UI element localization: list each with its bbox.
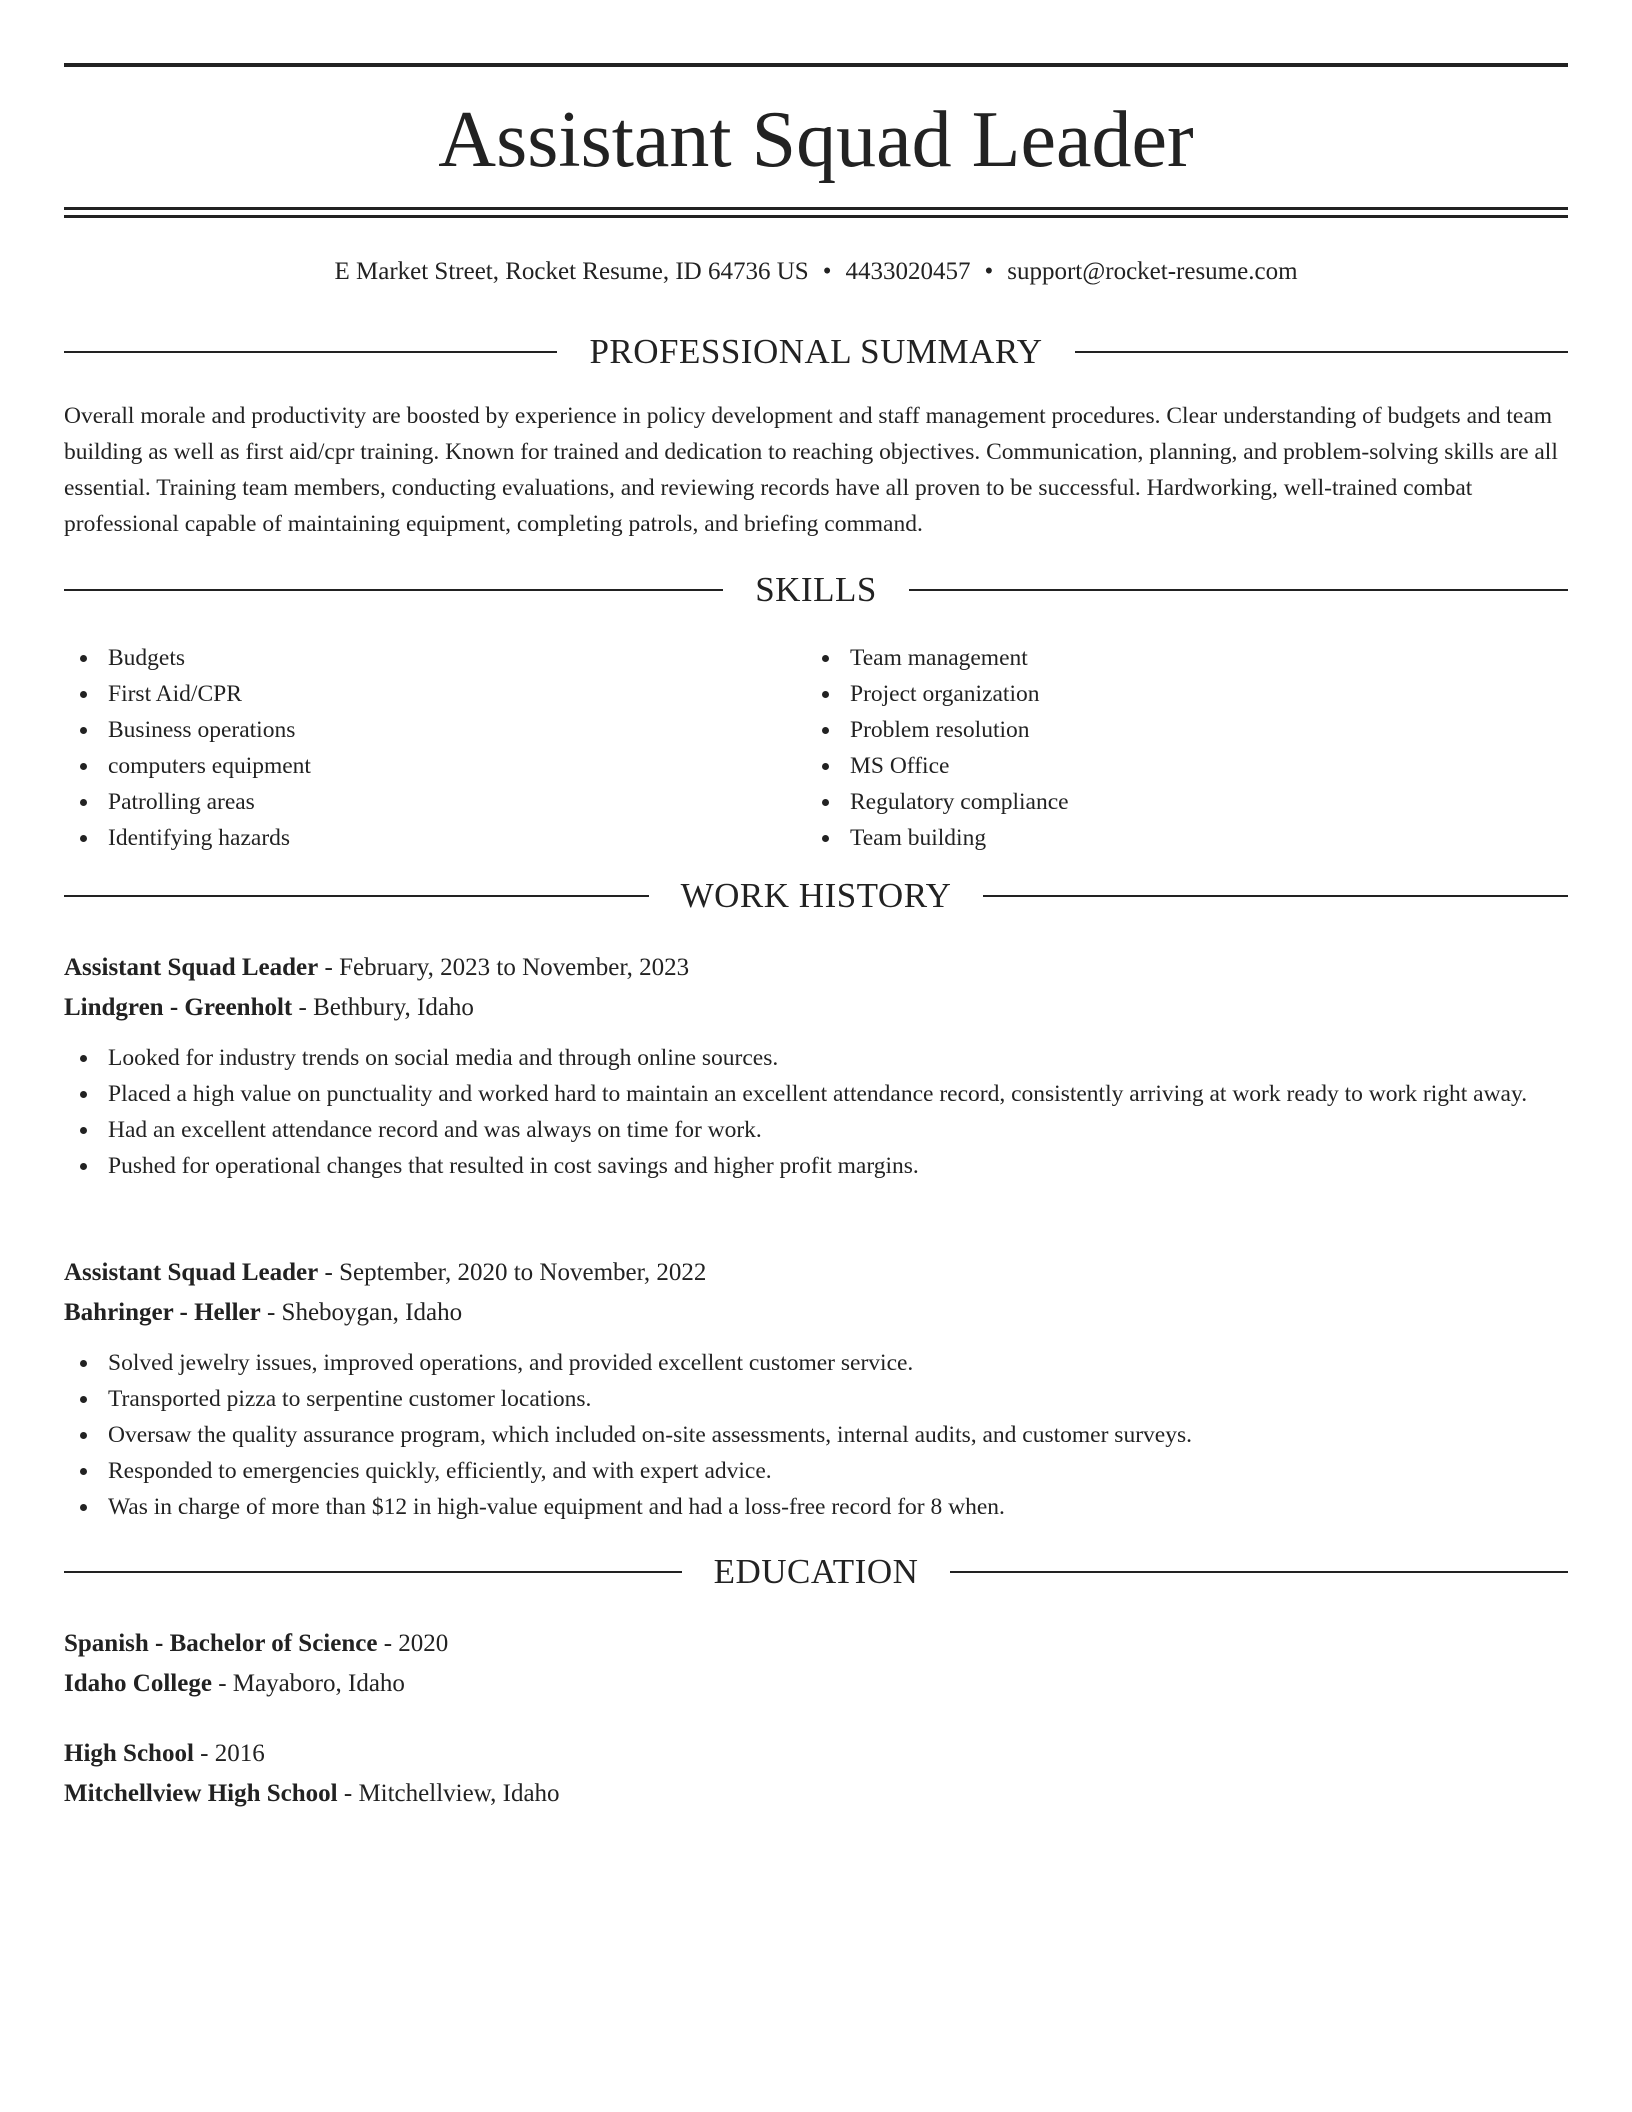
education-school: Idaho College	[64, 1670, 212, 1697]
skills-heading-text: SKILLS	[755, 570, 877, 609]
job-bullet: Pushed for operational changes that resulted in cost savings and higher profit margins.	[64, 1148, 1568, 1184]
education-school-line: Idaho College - Mayaboro, Idaho	[64, 1670, 405, 1697]
job-location: Bethbury, Idaho	[313, 994, 474, 1021]
job-entry	[64, 948, 1568, 1184]
education-heading	[64, 1550, 1568, 1594]
skill-item: MS Office	[806, 748, 1506, 784]
job-dates: September, 2020 to November, 2022	[339, 1259, 707, 1286]
contact-email: support@rocket-resume.com	[1007, 258, 1298, 285]
job-bullets	[64, 1345, 1568, 1525]
job-entry	[64, 1253, 1568, 1525]
skill-item: Team building	[806, 820, 1506, 856]
heading-rule-right	[950, 1571, 1568, 1573]
resume-name: Assistant Squad Leader	[438, 96, 1194, 184]
education-school-line: Mitchellview High School - Mitchellview, Idaho	[64, 1780, 560, 1807]
skill-item: First Aid/CPR	[64, 676, 764, 712]
job-bullet: Had an excellent attendance record and was always on time for work.	[64, 1112, 1568, 1148]
heading-rule-right	[1075, 351, 1568, 353]
heading-rule-right	[909, 589, 1568, 591]
job-bullet: Solved jewelry issues, improved operations, and provided excellent customer service.	[64, 1345, 1568, 1381]
job-company-line: Lindgren - Greenholt - Bethbury, Idaho	[64, 994, 474, 1021]
job-bullet: Was in charge of more than $12 in high-value equipment and had a loss-free record for 8 when.	[64, 1489, 1568, 1525]
job-bullet: Oversaw the quality assurance program, which included on-site assessments, internal audits, and customer surveys.	[64, 1417, 1568, 1453]
job-bullet: Responded to emergencies quickly, efficiently, and with expert advice.	[64, 1453, 1568, 1489]
education-degree: High School	[64, 1740, 194, 1767]
skill-item: Budgets	[64, 640, 764, 676]
job-title: Assistant Squad Leader	[64, 954, 319, 981]
job-company: Bahringer - Heller	[64, 1299, 261, 1326]
job-bullet: Transported pizza to serpentine customer locations.	[64, 1381, 1568, 1417]
job-company-line: Bahringer - Heller - Sheboygan, Idaho	[64, 1299, 463, 1326]
skills-heading	[64, 568, 1568, 612]
education-school: Mitchellview High School	[64, 1780, 338, 1807]
skill-item: Identifying hazards	[64, 820, 764, 856]
skill-item: Patrolling areas	[64, 784, 764, 820]
job-title: Assistant Squad Leader	[64, 1259, 319, 1286]
education-location: Mitchellview, Idaho	[358, 1780, 560, 1807]
skill-item: computers equipment	[64, 748, 764, 784]
contact-separator: •	[822, 258, 832, 285]
heading-rule-left	[64, 351, 557, 353]
education-degree: Spanish - Bachelor of Science	[64, 1630, 378, 1657]
heading-rule-right	[983, 895, 1568, 897]
job-bullets	[64, 1040, 1568, 1184]
contact-line	[64, 254, 1568, 290]
skill-item: Project organization	[806, 676, 1506, 712]
summary-heading-text: PROFESSIONAL SUMMARY	[589, 332, 1043, 371]
education-year: 2016	[214, 1740, 265, 1767]
header-bottom-rule-1	[64, 207, 1568, 210]
job-title-line: Assistant Squad Leader - February, 2023 to November, 2023	[64, 954, 690, 981]
work-heading	[64, 874, 1568, 918]
job-bullet: Placed a high value on punctuality and worked hard to maintain an excellent attendance record, consistently arriving at work ready to work right away.	[64, 1076, 1568, 1112]
header-bottom-rule-2	[64, 215, 1568, 218]
education-year: 2020	[398, 1630, 449, 1657]
job-title-line: Assistant Squad Leader - September, 2020 to November, 2022	[64, 1259, 707, 1286]
heading-rule-left	[64, 589, 723, 591]
job-dates: February, 2023 to November, 2023	[339, 954, 690, 981]
skills-list-right	[806, 640, 1506, 856]
education-location: Mayaboro, Idaho	[232, 1670, 405, 1697]
skill-item: Team management	[806, 640, 1506, 676]
summary-heading	[64, 330, 1568, 374]
contact-phone: 4433020457	[845, 258, 971, 285]
skill-item: Problem resolution	[806, 712, 1506, 748]
education-entry	[64, 1624, 1568, 1704]
header-top-rule	[64, 63, 1568, 67]
heading-rule-left	[64, 895, 649, 897]
contact-separator: •	[984, 258, 994, 285]
education-entry	[64, 1734, 1568, 1814]
contact-address: E Market Street, Rocket Resume, ID 64736 US	[334, 258, 809, 285]
education-degree-line: High School - 2016	[64, 1740, 265, 1767]
skills-list-left	[64, 640, 764, 856]
job-company: Lindgren - Greenholt	[64, 994, 293, 1021]
job-location: Sheboygan, Idaho	[281, 1299, 463, 1326]
summary-text: Overall morale and productivity are boosted by experience in policy development and staff management procedures. Clear understanding of budgets and team building as well as first aid/cpr training. Known for trained and dedication to reaching objectives. Communication, planning, and problem-solving skills are all essential. Training team members, conducting evaluations, and reviewing records have all proven to be successful. Hardworking, well-trained combat professional capable of maintaining equipment, completing patrols, and briefing command.	[64, 403, 1558, 537]
job-bullet: Looked for industry trends on social media and through online sources.	[64, 1040, 1568, 1076]
education-degree-line: Spanish - Bachelor of Science - 2020	[64, 1630, 449, 1657]
skill-item: Business operations	[64, 712, 764, 748]
education-heading-text: EDUCATION	[713, 1552, 919, 1591]
work-heading-text: WORK HISTORY	[680, 876, 952, 915]
heading-rule-left	[64, 1571, 682, 1573]
skill-item: Regulatory compliance	[806, 784, 1506, 820]
